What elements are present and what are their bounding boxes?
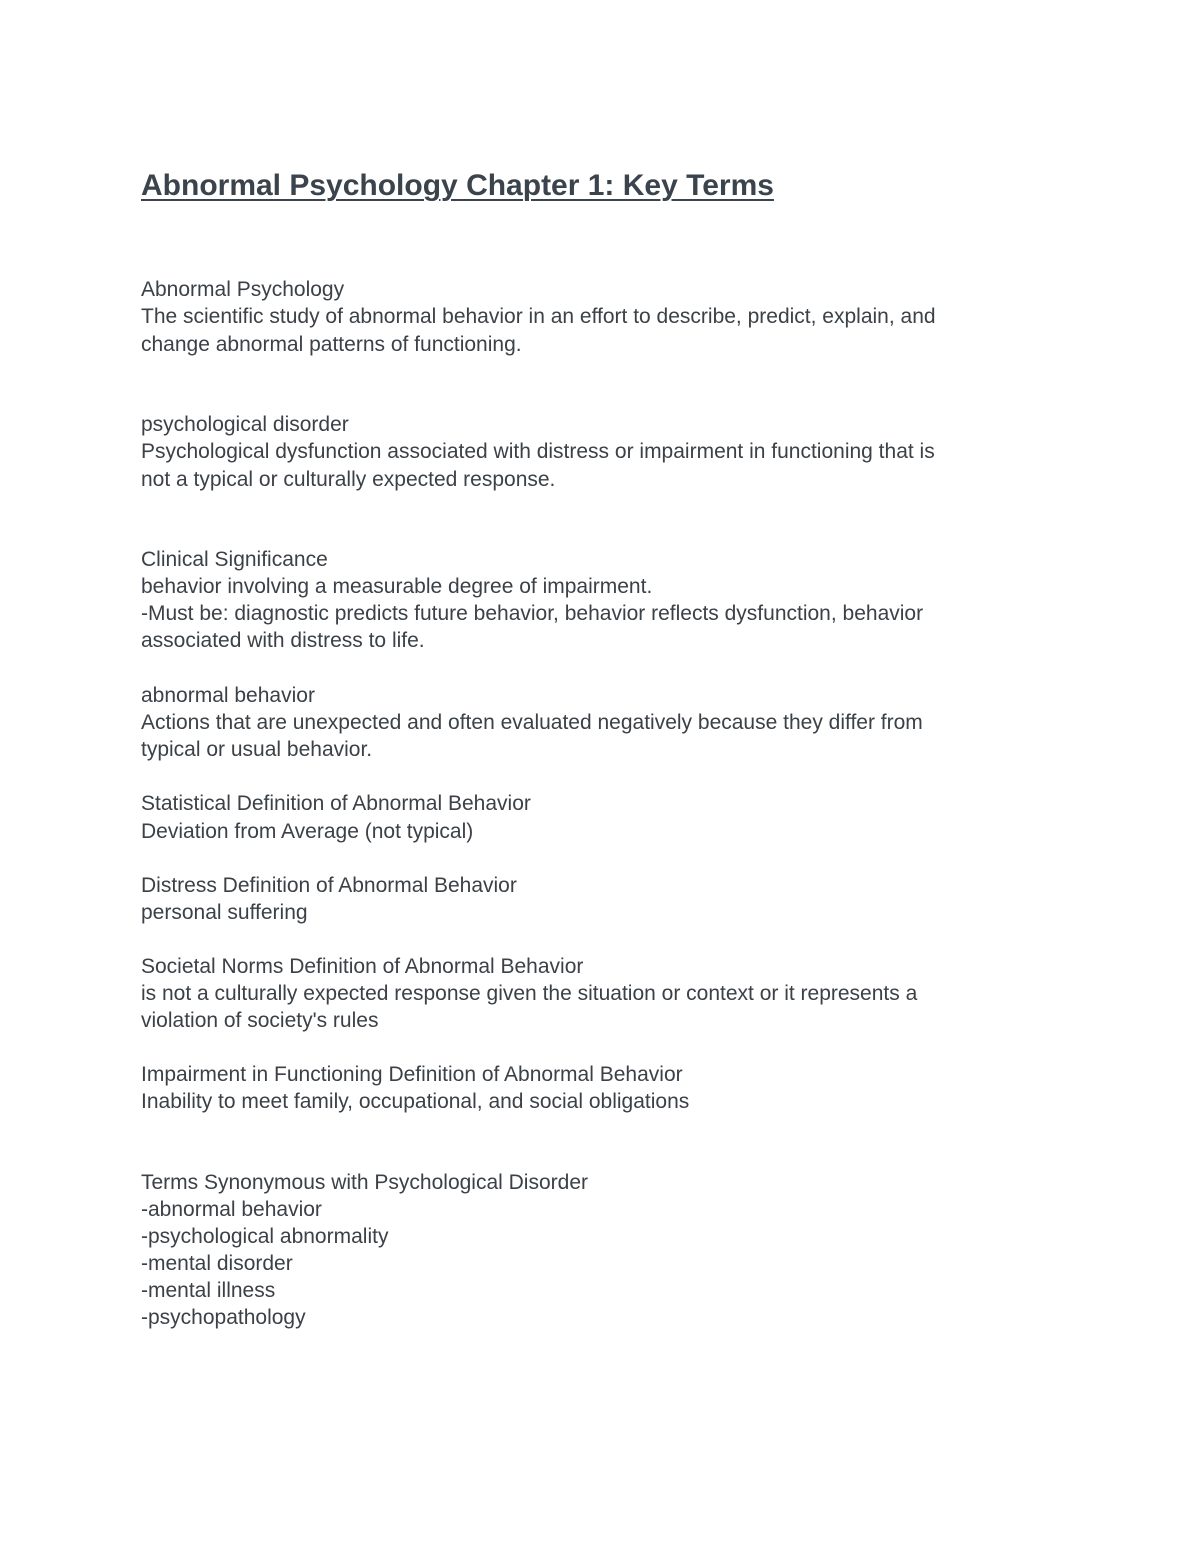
document-title: Abnormal Psychology Chapter 1: Key Terms: [141, 169, 774, 202]
definition-line: Actions that are unexpected and often evaluated negatively because they differ from: [141, 711, 923, 734]
list-item: -mental illness: [141, 1279, 276, 1302]
definition-line: not a typical or culturally expected response.: [141, 468, 556, 491]
list-item: -abnormal behavior: [141, 1198, 322, 1221]
definition-line: associated with distress to life.: [141, 629, 425, 652]
definition-line: typical or usual behavior.: [141, 738, 373, 761]
definition-line: Psychological dysfunction associated with distress or impairment in functioning that is: [141, 440, 935, 463]
definition-line: Deviation from Average (not typical): [141, 820, 474, 843]
term-psychological-disorder: psychological disorder: [141, 413, 349, 436]
definition-line: change abnormal patterns of functioning.: [141, 333, 522, 356]
definition-line: violation of society's rules: [141, 1009, 379, 1032]
definition-line: behavior involving a measurable degree of impairment.: [141, 575, 653, 598]
term-abnormal-psychology: Abnormal Psychology: [141, 278, 345, 301]
definition-line: -Must be: diagnostic predicts future behavior, behavior reflects dysfunction, behavior: [141, 602, 924, 625]
definition-line: personal suffering: [141, 901, 308, 924]
term-statistical-definition: Statistical Definition of Abnormal Behavior: [141, 792, 531, 815]
definition-line: The scientific study of abnormal behavior in an effort to describe, predict, explain, and: [141, 305, 936, 328]
term-synonyms: Terms Synonymous with Psychological Disorder: [141, 1171, 588, 1194]
definition-line: is not a culturally expected response given the situation or context or it represents a: [141, 982, 918, 1005]
list-item: -psychological abnormality: [141, 1225, 389, 1248]
term-distress-definition: Distress Definition of Abnormal Behavior: [141, 874, 517, 897]
definition-line: Inability to meet family, occupational, and social obligations: [141, 1090, 690, 1113]
list-item: -mental disorder: [141, 1252, 293, 1275]
term-societal-norms-definition: Societal Norms Definition of Abnormal Behavior: [141, 955, 584, 978]
term-clinical-significance: Clinical Significance: [141, 548, 328, 571]
term-impairment-definition: Impairment in Functioning Definition of Abnormal Behavior: [141, 1063, 683, 1086]
term-abnormal-behavior: abnormal behavior: [141, 684, 315, 707]
list-item: -psychopathology: [141, 1306, 306, 1329]
